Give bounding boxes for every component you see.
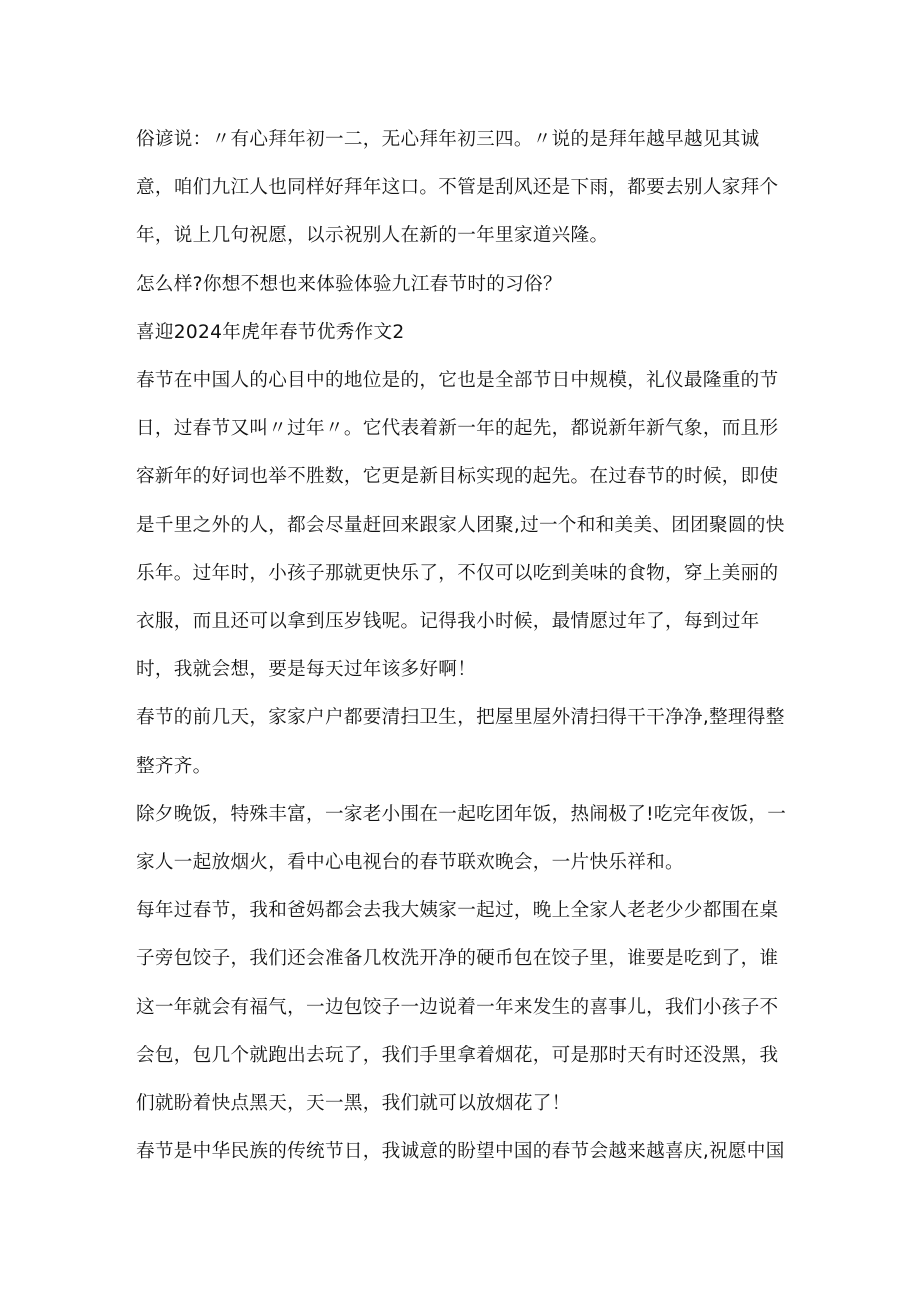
paragraph-question: 怎么样?你想不想也来体验体验九江春节时的习俗？ [136, 273, 562, 295]
document-body [136, 116, 796, 1176]
paragraph-closing: 春节是中华民族的传统节日，我诚意的盼望中国的春节会越来越喜庆,祝愿中国 [136, 1141, 785, 1163]
paragraph-spring-festival-meaning: 春节在中国人的心目中的地位是的，它也是全部节日中规模，礼仪最隆重的节日，过春节又叫〃过年〃。它代表着新一年的起先，都说新年新气象，而且形容新年的好词也举不胜数，它更是新目标实现的起先。在过春节的时候，即使是千里之外的人，都会尽量赶回来跟家人团聚,过一个和和美美、团团聚圆的快乐年。过年时，小孩子那就更快乐了，不仅可以吃到美味的食物，穿上美丽的衣服，而且还可以拿到压岁钱呢。记得我小时候，最情愿过年了，每到过年时，我就会想，要是每天过年该多好啊！ [136, 370, 785, 681]
paragraph-new-year-greeting: 俗谚说：〃有心拜年初一二，无心拜年初三四。〃说的是拜年越早越见其诚意，咱们九江人也同样好拜年这口。不管是刮风还是下雨，都要去别人家拜个年，说上几句祝愿，以示祝别人在新的一年里家道兴隆。 [136, 129, 779, 247]
paragraph-dumplings: 每年过春节，我和爸妈都会去我大姨家一起过，晚上全家人老老少少都围在桌子旁包饺子，我们还会准备几枚洗开净的硬币包在饺子里，谁要是吃到了，谁这一年就会有福气，一边包饺子一边说着一年来发生的喜事儿，我们小孩子不会包，包几个就跑出去玩了，我们手里拿着烟花，可是那时天有时还没黑，我们就盼着快点黑天，天一黑，我们就可以放烟花了！ [136, 900, 779, 1115]
paragraph-cleaning: 春节的前几天，家家户户都要清扫卫生，把屋里屋外清扫得干干净净,整理得整整齐齐。 [136, 707, 785, 777]
essay-heading: 喜迎2024年虎年春节优秀作文2 [136, 321, 405, 343]
paragraph-new-years-eve-dinner: 除夕晚饭，特殊丰富，一家老小围在一起吃团年饭，热闹极了!吃完年夜饭，一家人一起放烟火，看中心电视台的春节联欢晚会，一片快乐祥和。 [136, 803, 787, 874]
